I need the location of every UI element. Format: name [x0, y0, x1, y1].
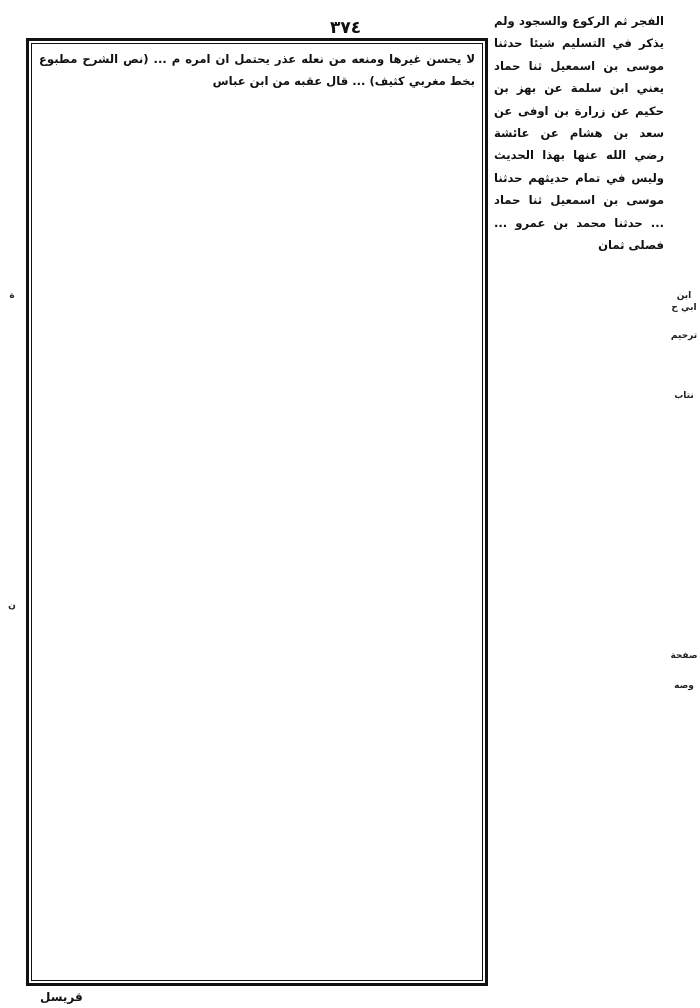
- hadith-text: الفجر ثم الركوع والسجود ولم يذكر في التسليم شيئا حدثنا موسى بن اسمعيل ثنا حماد يعني ابن سلمة عن بهز بن حكيم عن زرارة بن اوفى عن سعد بن هشام عن عائشة رضي الله عنها بهذا الحديث وليس في تمام حديثهم حدثنا موسى بن اسمعيل ثنا حماد ... حدثنا محمد بن عمرو ... فصلى ثمان: [494, 14, 664, 253]
- catchword: قريسل: [40, 990, 83, 1004]
- commentary-frame: [26, 38, 488, 986]
- margin-note: نتاب: [674, 391, 694, 401]
- left-margin-note: ن: [8, 601, 16, 611]
- page-number: ٣٧٤: [330, 18, 362, 38]
- left-margin-note: ة: [9, 291, 15, 301]
- commentary-text: [39, 49, 475, 93]
- hadith-column: [494, 10, 664, 970]
- margin-note: ترحيم: [670, 331, 698, 341]
- margin-note: صفحة: [670, 651, 698, 661]
- margin-note: ابن ابي ح: [671, 291, 697, 313]
- commentary-paragraph: لا يحسن غيرها ومنعه من نعله عذر يحتمل ان امره م ... (نص الشرح مطبوع بخط مغربي كثيف) ... قال عقبه من ابن عباس: [39, 52, 475, 88]
- margin-note: وصه: [674, 681, 694, 691]
